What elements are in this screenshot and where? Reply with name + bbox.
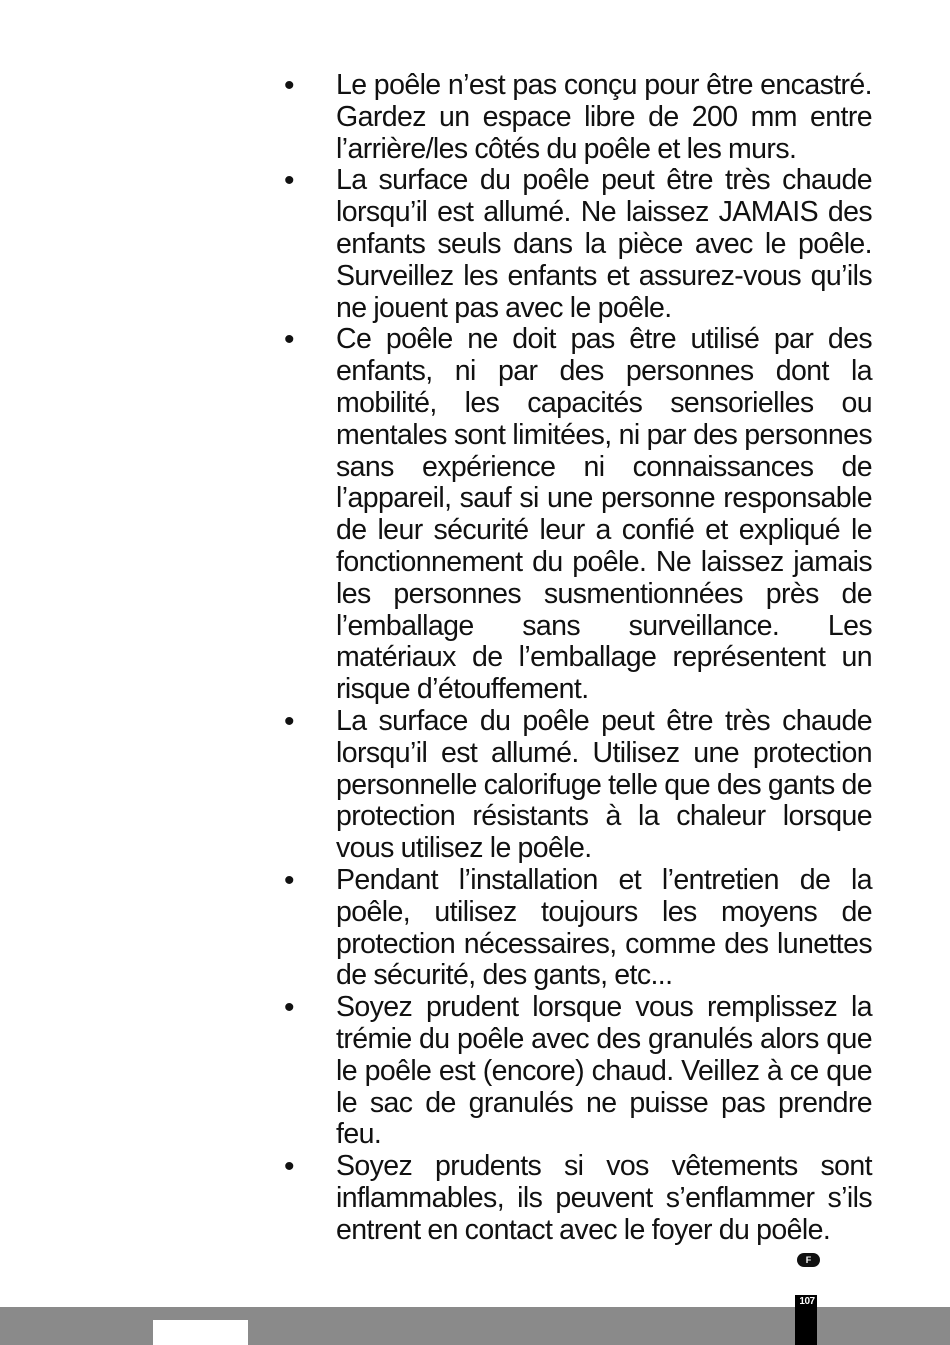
list-item-text: Le poêle n’est pas conçu pour être encastré. Gardez un espace libre de 200 mm entre l’arrière/les côtés du poêle et les murs. [336,69,872,165]
list-item [282,165,872,324]
list-item [282,865,872,992]
bullet-icon: • [284,704,295,738]
list-item-text: La surface du poêle peut être très chaude lorsqu’il est allumé. Ne laissez JAMAIS des enfants seuls dans la pièce avec le poêle. Surveillez les enfants et assurez-vous qu’ils ne jouent pas avec le poêle. [336,164,872,324]
bullet-icon: • [284,863,295,897]
bullet-icon: • [284,1150,295,1184]
list-item-text: Soyez prudent lorsque vous remplissez la trémie du poêle avec des granulés alors que le poêle est (encore) chaud. Veillez à ce que le sac de granulés ne puisse pas prendre feu. [336,991,872,1151]
page-number: 107 [799,1296,815,1307]
language-badge: F [797,1253,820,1267]
safety-instructions-list [282,70,872,1246]
bullet-icon: • [284,164,295,198]
bullet-icon: • [284,991,295,1025]
list-item [282,324,872,706]
list-item [282,70,872,165]
list-item [282,1151,872,1246]
list-item-text: La surface du poêle peut être très chaude lorsqu’il est allumé. Utilisez une protection personnelle calorifuge telle que des gants de protection résistants à la chaleur lorsque vous utilisez le poêle. [336,704,872,865]
list-item-text: Soyez prudents si vos vêtements sont inflammables, ils peuvent s’enflammer s’ils entrent en contact avec le foyer du poêle. [336,1150,872,1246]
list-item [282,992,872,1151]
page-content [282,70,872,1246]
list-item-text: Ce poêle ne doit pas être utilisé par des enfants, ni par des personnes dont la mobilité, les capacités sensorielles ou mentales sont limitées, ni par des personnes sans expérience ni connaissances de l’appareil, sauf si une personne responsable de leur sécurité leur a confié et expliqué le fonctionnement du poêle. Ne laissez jamais les personnes susmentionnées près de l’emballage sans surveillance. Les matériaux de l’emballage représentent un risque d’étouffement. [336,323,872,706]
bullet-icon: • [284,323,295,357]
footer-block [153,1320,248,1345]
list-item-text: Pendant l’installation et l’entretien de la poêle, utilisez toujours les moyens de protection nécessaires, comme des lunettes de sécurité, des gants, etc... [336,863,872,992]
list-item [282,706,872,865]
bullet-icon: • [284,69,295,102]
